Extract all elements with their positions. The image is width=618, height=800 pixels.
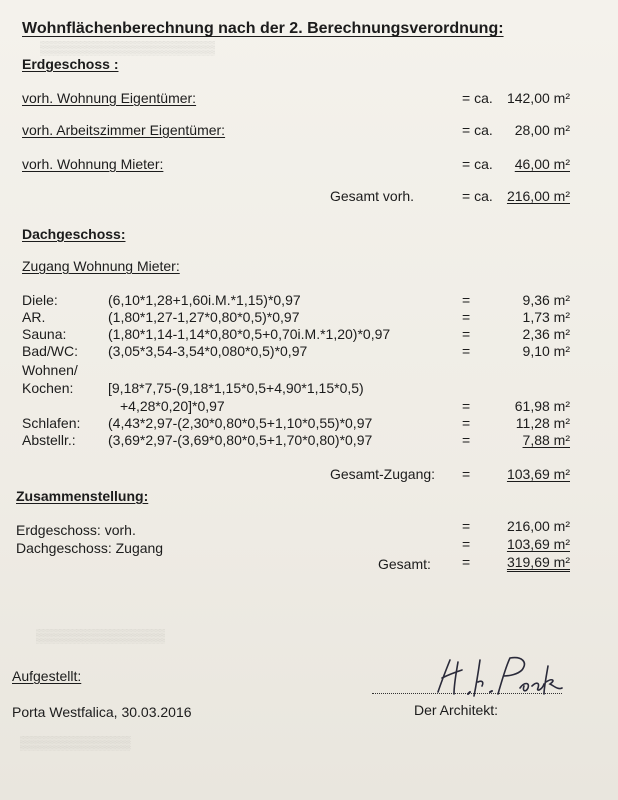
dg-total-label: Gesamt-Zugang: <box>330 466 436 482</box>
zs-row-label: Erdgeschoss: vorh. <box>16 522 136 538</box>
dg-row-formula: (4,43*2,97-(2,30*0,80*0,5+1,10*0,55)*0,97 <box>108 415 373 431</box>
eg-row-value: 142,00 m² <box>506 90 570 106</box>
dg-row-label: Abstellr.: <box>22 432 76 448</box>
dg-row-formula: (1,80*1,27-1,27*0,80*0,5)*0,97 <box>108 309 300 325</box>
dg-wohnen-formula: [9,18*7,75-(9,18*1,15*0,5+4,90*1,15*0,5) <box>108 380 364 396</box>
eg-row-eq: = ca. <box>462 90 493 106</box>
dg-subheading: Zugang Wohnung Mieter: <box>22 258 180 274</box>
dg-row-label: Diele: <box>22 292 58 308</box>
eg-row-value: 28,00 m² <box>514 122 570 138</box>
zs-row-eq: = <box>462 536 471 552</box>
dg-row-value: 7,88 m² <box>522 432 570 448</box>
bleed-through-mark: ▒▒▒▒▒▒▒▒▒▒▒▒▒▒ <box>36 628 165 643</box>
dg-row-label: Bad/WC: <box>22 343 79 359</box>
section-heading-zusammenstellung: Zusammenstellung: <box>16 488 149 504</box>
dg-row-eq: = <box>462 309 471 325</box>
dg-row-formula: (1,80*1,14-1,14*0,80*0,5+0,70i.M.*1,20)*0,97 <box>108 326 391 342</box>
eg-total-label: Gesamt vorh. <box>330 188 415 204</box>
dg-row-eq: = <box>462 415 471 431</box>
dg-row-formula: (6,10*1,28+1,60i.M.*1,15)*0,97 <box>108 292 301 308</box>
dg-total-eq: = <box>462 466 471 482</box>
eg-total-value: 216,00 m² <box>506 188 570 204</box>
place-date: Porta Westfalica, 30.03.2016 <box>12 704 192 720</box>
dg-row-eq: = <box>462 343 471 359</box>
eg-total-eq: = ca. <box>462 188 493 204</box>
dg-row-value: 2,36 m² <box>522 326 570 342</box>
dg-kochen-label: Kochen: <box>22 380 74 396</box>
dg-total-value: 103,69 m² <box>506 466 570 482</box>
eg-row-value: 46,00 m² <box>514 156 570 172</box>
bleed-through-mark: ▒▒▒▒▒▒▒▒▒▒▒▒▒▒▒▒▒▒▒ <box>40 40 215 55</box>
dg-row-label: AR. <box>22 309 46 325</box>
dg-row-value: 9,36 m² <box>522 292 570 308</box>
dg-row-value: 9,10 m² <box>522 343 570 359</box>
eg-row-label: vorh. Wohnung Eigentümer: <box>22 90 197 106</box>
section-heading-dachgeschoss: Dachgeschoss: <box>22 226 126 242</box>
dg-row-formula: (3,05*3,54-3,54*0,080*0,5)*0,97 <box>108 343 308 359</box>
dg-wohnen-value: 61,98 m² <box>514 398 570 414</box>
zs-row-eq: = <box>462 518 471 534</box>
zs-total-eq: = <box>462 554 471 570</box>
dg-wohnen-formula-cont: +4,28*0,20]*0,97 <box>120 398 225 414</box>
zs-total-value: 319,69 m² <box>506 554 570 570</box>
dg-row-value: 11,28 m² <box>515 415 570 431</box>
dg-row-value: 1,73 m² <box>522 309 570 325</box>
dg-row-label: Sauna: <box>22 326 67 342</box>
bleed-through-mark: ▒▒▒▒▒▒▒▒▒▒▒▒ <box>20 735 131 750</box>
dg-row-formula: (3,69*2,97-(3,69*0,80*0,5+1,70*0,80)*0,97 <box>108 432 373 448</box>
zs-row-label: Dachgeschoss: Zugang <box>16 540 164 556</box>
architect-signature <box>432 652 572 700</box>
aufgestellt-label: Aufgestellt: <box>12 668 82 684</box>
eg-row-eq: = ca. <box>462 156 493 172</box>
eg-row-label: vorh. Wohnung Mieter: <box>22 156 164 172</box>
dg-wohnen-eq: = <box>462 398 471 414</box>
zs-total-label: Gesamt: <box>378 556 431 572</box>
dg-row-eq: = <box>462 292 471 308</box>
section-heading-erdgeschoss: Erdgeschoss : <box>22 56 119 72</box>
eg-row-eq: = ca. <box>462 122 493 138</box>
dg-wohnen-label: Wohnen/ <box>22 362 78 378</box>
dg-row-eq: = <box>462 432 471 448</box>
eg-row-label: vorh. Arbeitszimmer Eigentümer: <box>22 122 226 138</box>
zs-row-value: 103,69 m² <box>506 536 570 552</box>
dg-row-eq: = <box>462 326 471 342</box>
document-title: Wohnflächenberechnung nach der 2. Berechnungsverordnung: <box>22 20 504 37</box>
dg-row-label: Schlafen: <box>22 415 81 431</box>
zs-row-value: 216,00 m² <box>506 518 570 534</box>
architekt-label: Der Architekt: <box>414 702 499 718</box>
